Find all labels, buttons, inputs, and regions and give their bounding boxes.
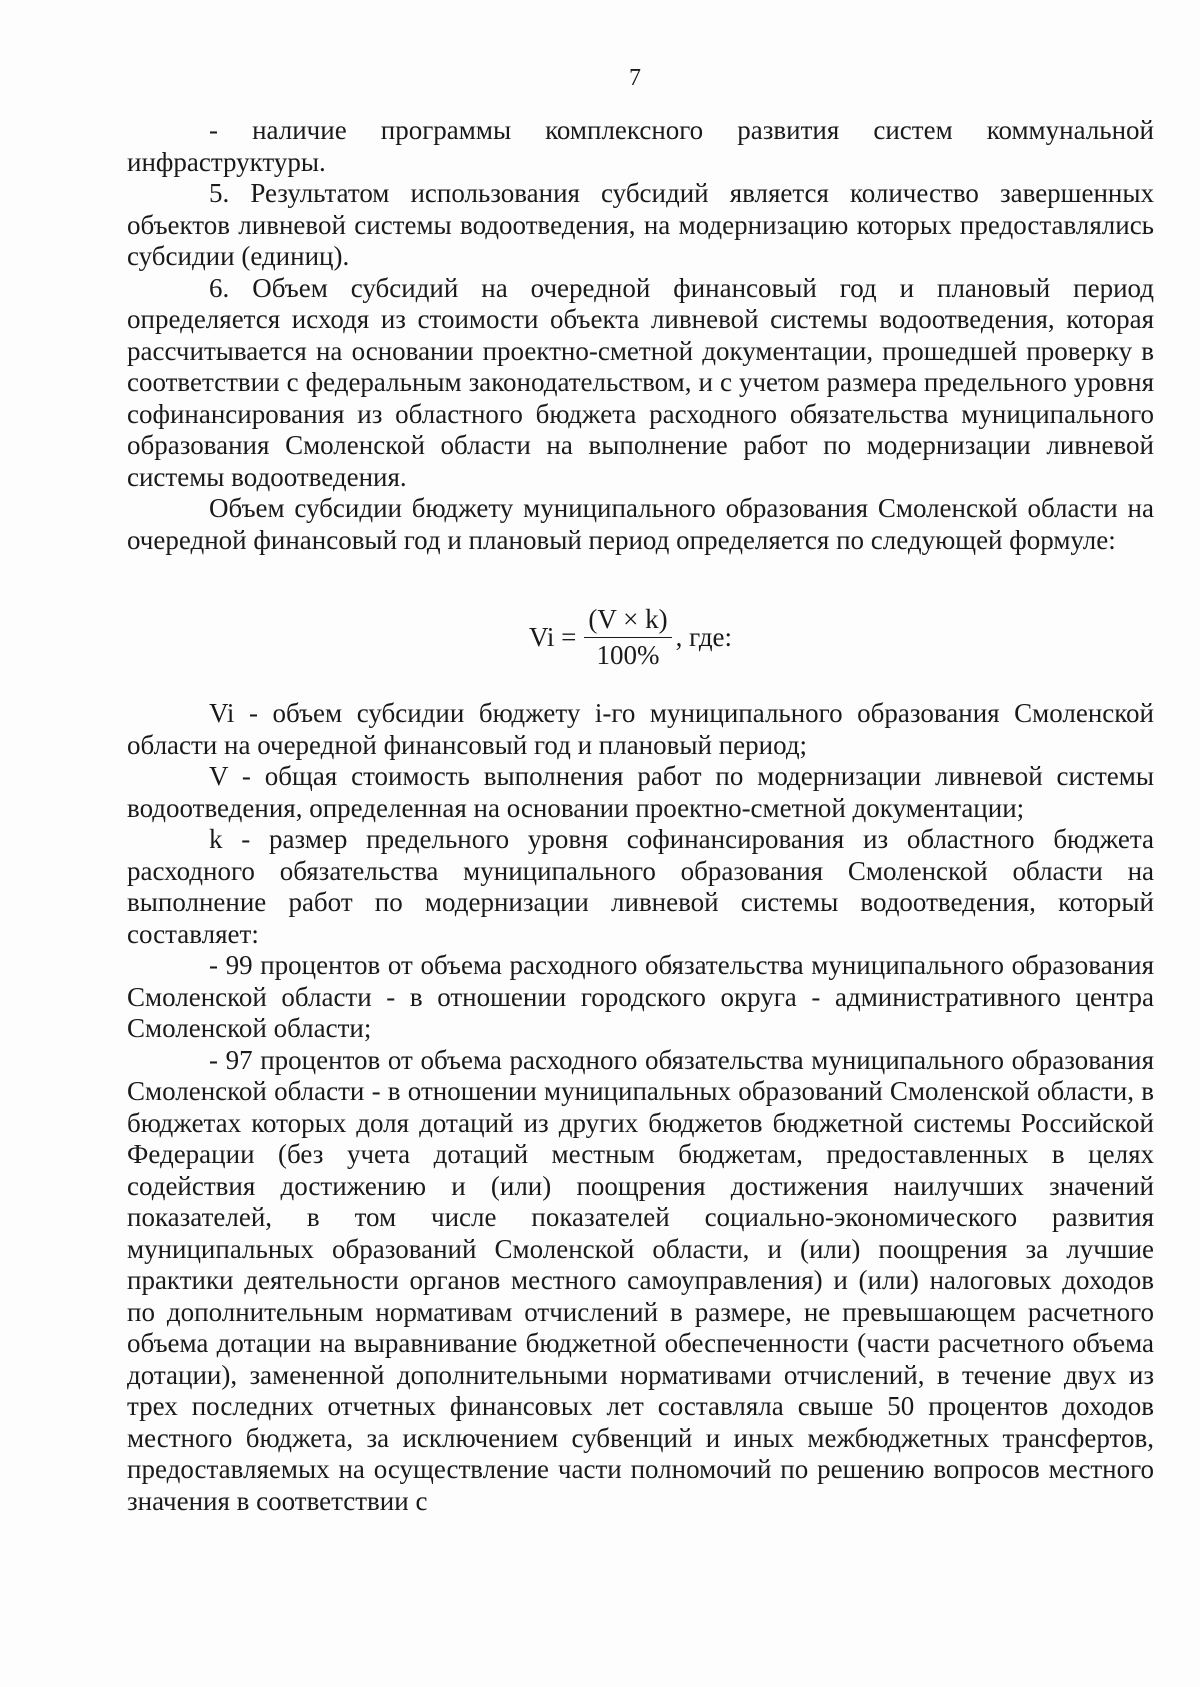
list-item-99-percent: - 99 процентов от объема расходного обязательства муниципального образования Смоленской области - в отношении городского округа - административного центра Смоленской области; bbox=[127, 950, 1154, 1043]
paragraph-formula-intro: Объем субсидии бюджету муниципального образования Смоленской области на очередной финансовый год и плановый период определяется по следующей формуле: bbox=[127, 493, 1154, 555]
paragraph-infrastructure-program: - наличие программы комплексного развития систем коммунальной инфраструктуры. bbox=[127, 115, 1154, 177]
formula-block bbox=[127, 562, 1154, 692]
page-number: 7 bbox=[629, 65, 641, 91]
formula-denominator: 100% bbox=[596, 640, 660, 670]
definition-v: V - общая стоимость выполнения работ по модернизации ливневой системы водоотведения, определенная на основании проектно-сметной документации; bbox=[127, 761, 1154, 823]
formula-fraction bbox=[584, 604, 671, 671]
paragraph-item-6-volume: 6. Объем субсидий на очередной финансовый год и плановый период определяется исходя из стоимости объекта ливневой системы водоотведения, которая рассчитывается на основании проектно-сметной документации, прошедшей проверку в соответствии с федеральным законодательством, и с учетом размера предельного уровня софинансирования из областного бюджета расходного обязательства муниципального образования Смоленской области на выполнение работ по модернизации ливневой системы водоотведения. bbox=[127, 272, 1154, 492]
formula-lhs: Vi = bbox=[529, 622, 577, 652]
formula-numerator: (V × k) bbox=[584, 604, 671, 638]
definition-vi: Vi - объем субсидии бюджету i-го муниципального образования Смоленской области на очередной финансовый год и плановый период; bbox=[127, 698, 1154, 760]
list-item-97-percent: - 97 процентов от объема расходного обязательства муниципального образования Смоленской области - в отношении муниципальных образований Смоленской области, в бюджетах которых доля дотаций из других бюджетов бюджетной системы Российской Федерации (без учета дотаций местным бюджетам, предоставленных в целях содействия достижению и (или) поощрения достижения наилучших значений показателей, в том числе показателей социально-экономического развития муниципальных образований Смоленской области, и (или) поощрения за лучшие практики деятельности органов местного самоуправления) и (или) налоговых доходов по дополнительным нормативам отчислений в размере, не превышающем расчетного объема дотации на выравнивание бюджетной обеспеченности (части расчетного объема дотации), замененной дополнительными нормативами отчислений, в течение двух из трех последних отчетных финансовых лет составляла свыше 50 процентов доходов местного бюджета, за исключением субвенций и иных межбюджетных трансфертов, предоставляемых на осуществление части полномочий по решению вопросов местного значения в соответствии с bbox=[127, 1044, 1154, 1516]
formula-suffix: , где: bbox=[675, 622, 733, 652]
definition-k: k - размер предельного уровня софинансирования из областного бюджета расходного обязательства муниципального образования Смоленской области на выполнение работ по модернизации ливневой системы водоотведения, который составляет: bbox=[127, 824, 1154, 949]
subsidy-formula bbox=[529, 604, 732, 671]
document-body bbox=[127, 115, 1154, 1517]
paragraph-item-5-result: 5. Результатом использования субсидий является количество завершенных объектов ливневой системы водоотведения, на модернизацию которых предоставлялись субсидии (единиц). bbox=[127, 178, 1154, 271]
